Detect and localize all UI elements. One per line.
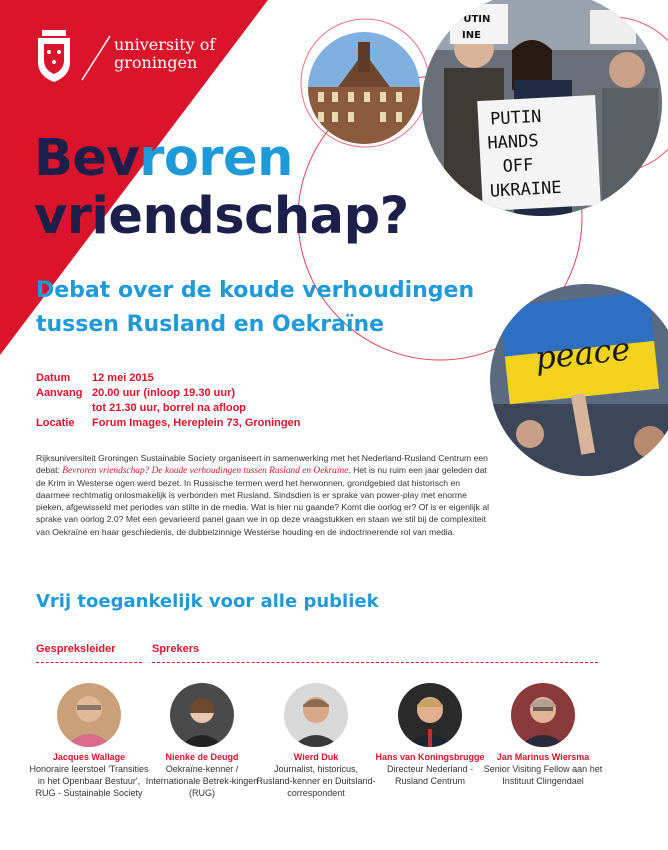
detail-value: 20.00 uur (inloop 19.30 uur) bbox=[92, 387, 236, 399]
peace-sign-photo bbox=[490, 284, 668, 476]
person-role: Oekraïne-kenner / Internationale Betrek-kingen (RUG) bbox=[145, 764, 259, 798]
speakers-heading: Sprekers bbox=[152, 643, 200, 655]
detail-label: Locatie bbox=[36, 417, 75, 429]
person-card bbox=[370, 683, 490, 787]
svg-text:OFF: OFF bbox=[502, 155, 534, 177]
svg-text:HANDS: HANDS bbox=[486, 131, 540, 154]
university-building-photo bbox=[308, 32, 420, 144]
event-details bbox=[36, 371, 300, 431]
detail-label: Aanvang bbox=[36, 387, 83, 399]
person-name: Hans van Koningsbrugge bbox=[375, 752, 485, 762]
detail-label: Datum bbox=[36, 372, 71, 384]
person-card bbox=[483, 683, 603, 787]
detail-value: Forum Images, Hereplein 73, Groningen bbox=[92, 417, 301, 429]
intro-part-1: Rijksuniversiteit Groningen Sustainable Society organiseert in samenwerking met het Nederland-Rusland Centrum een debat: bbox=[36, 453, 488, 476]
page-title bbox=[34, 130, 409, 246]
person-role: Honoraire leerstoel 'Transities in het Openbaar Bestuur', RUG - Sustainable Society bbox=[29, 764, 149, 798]
moderator-divider bbox=[36, 662, 142, 663]
person-name: Jan Marinus Wiersma bbox=[496, 752, 590, 762]
speakers-divider bbox=[152, 662, 598, 663]
logo-line-1: university of bbox=[114, 35, 216, 54]
intro-italic-title: Bevroren vriendschap? De koude verhoudingen tussen Rusland en Oekraïne. bbox=[62, 466, 351, 477]
logo-divider-slash bbox=[76, 34, 116, 84]
person-card bbox=[29, 683, 149, 799]
intro-text bbox=[36, 452, 491, 538]
avatar bbox=[511, 683, 575, 747]
avatar bbox=[57, 683, 121, 747]
avatar bbox=[284, 683, 348, 747]
person-name: Wierd Duk bbox=[293, 752, 339, 762]
avatar bbox=[398, 683, 462, 747]
svg-text:peace: peace bbox=[533, 329, 633, 378]
title-part-2: roren bbox=[139, 129, 293, 188]
detail-row-start bbox=[36, 386, 300, 401]
protest-photo bbox=[422, 0, 662, 216]
intro-part-2: Het is nu ruim een jaar geleden dat de Krim in Westerse ogen werd bezet. In Russische termen werd het herwonnen, grondgebied dat historisch en daarmee rechtmatig onlosmakelijk is verbonden met Rusland. Sindsdien is er sprake van power-play met enorme pieken, afgewisseld met periodes van stilte in de media. Wat is hier nu gaande? Komt die oorlog er? Of is er eigenlijk al sprake van oorlog 2.0? Met een gevarieerd panel gaan we in op deze vraagstukken en staan we stil bij de complexiteit van Oekraïne en haar geschiedenis, de dubbelzinnige Westerse houding en de indoctrinerende rol van media. bbox=[36, 465, 490, 537]
title-part-1: Bev bbox=[34, 129, 140, 188]
detail-row-date bbox=[36, 371, 300, 386]
person-role: Senior Visiting Fellow aan het Instituut Clingendael bbox=[483, 764, 603, 786]
person-name: Jacques Wallage bbox=[52, 752, 126, 762]
svg-text:PUTIN: PUTIN bbox=[489, 106, 542, 130]
detail-label bbox=[36, 401, 92, 416]
detail-value: tot 21.30 uur, borrel na afloop bbox=[92, 402, 247, 414]
person-role: Journalist, historicus, Rusland-kenner en Duitsland-correspondent bbox=[256, 764, 376, 798]
detail-row-end bbox=[36, 401, 300, 416]
title-line-2: vriendschap? bbox=[34, 187, 409, 246]
subtitle bbox=[36, 274, 474, 342]
university-crest-icon bbox=[36, 30, 72, 82]
detail-row-location bbox=[36, 416, 300, 431]
subtitle-line-2: tussen Rusland en Oekraïne bbox=[36, 312, 385, 337]
subtitle-line-1: Debat over de koude verhoudingen bbox=[36, 278, 475, 303]
logo-text bbox=[114, 36, 215, 72]
person-name: Nienke de Deugd bbox=[165, 752, 239, 762]
person-card bbox=[142, 683, 262, 799]
avatar bbox=[170, 683, 234, 747]
moderator-heading: Gespreksleider bbox=[36, 643, 116, 655]
logo-line-2: groningen bbox=[114, 53, 198, 72]
svg-text:INE: INE bbox=[462, 30, 481, 41]
svg-text:PUTIN: PUTIN bbox=[456, 14, 491, 25]
detail-value: 12 mei 2015 bbox=[92, 372, 154, 384]
university-logo bbox=[36, 30, 246, 88]
person-card bbox=[256, 683, 376, 799]
free-access-heading: Vrij toegankelijk voor alle publiek bbox=[36, 591, 379, 612]
person-role: Directeur Nederland - Rusland Centrum bbox=[386, 764, 474, 786]
svg-text:UKRAINE: UKRAINE bbox=[489, 177, 563, 202]
